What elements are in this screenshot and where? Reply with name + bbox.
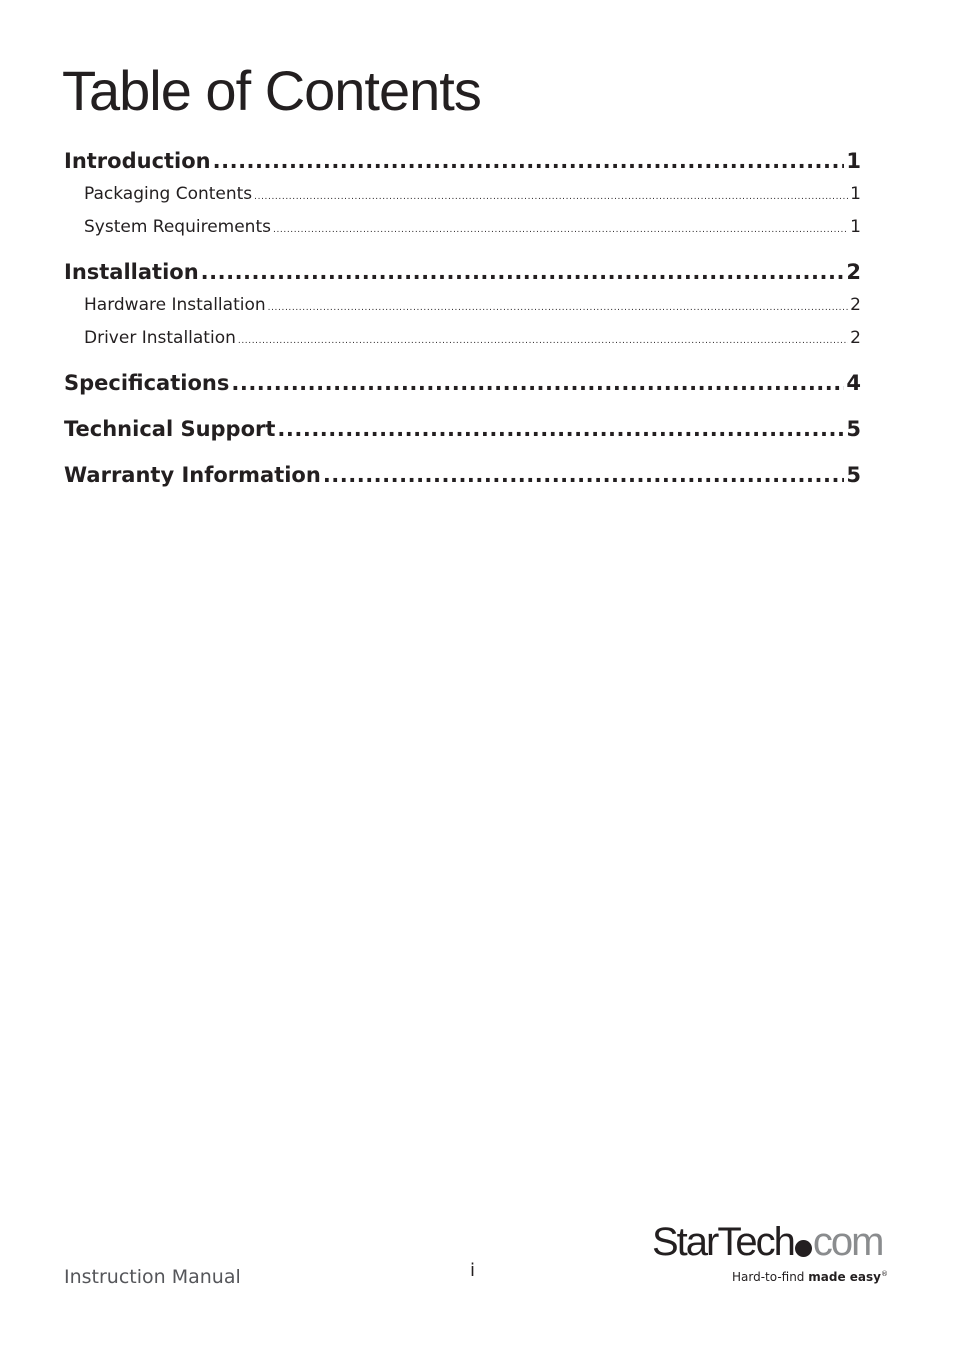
dot-leader	[231, 366, 844, 400]
footer-label: Instruction Manual	[64, 1266, 241, 1288]
toc-entry-label: System Requirements	[84, 217, 271, 237]
toc-entry-label: Warranty Information	[64, 463, 321, 487]
toc-entry-page: 2	[850, 295, 861, 315]
registered-mark: ®	[880, 1270, 888, 1278]
toc-entry-driver-installation[interactable]	[64, 322, 861, 355]
toc-entry-label: Driver Installation	[84, 328, 236, 348]
logo-tagline	[732, 1270, 888, 1284]
toc-entry-warranty-information[interactable]	[64, 458, 861, 492]
logo-brand-main: StarTech	[652, 1220, 794, 1264]
toc-entry-label: Hardware Installation	[84, 295, 266, 315]
logo-tagline-bold: made easy	[808, 1270, 881, 1284]
toc-entry-page: 4	[846, 371, 861, 395]
page-title: Table of Contents	[62, 59, 481, 122]
toc-entry-technical-support[interactable]	[64, 412, 861, 446]
toc-entry-page: 1	[850, 217, 861, 237]
toc-entry-packaging-contents[interactable]	[64, 178, 861, 211]
toc-entry-page: 5	[846, 417, 861, 441]
dot-leader	[268, 292, 849, 325]
startech-logo	[652, 1218, 892, 1290]
logo-brand-tld: com	[812, 1220, 883, 1264]
toc-entry-label: Installation	[64, 260, 199, 284]
toc-entry-specifications[interactable]	[64, 366, 861, 400]
toc-entry-installation[interactable]	[64, 255, 861, 289]
dot-leader	[238, 325, 848, 358]
logo-wordmark	[652, 1218, 882, 1266]
dot-leader	[201, 255, 845, 289]
dot-leader	[254, 181, 848, 214]
logo-dot-icon	[795, 1240, 812, 1257]
toc-entry-label: Specifications	[64, 371, 230, 395]
toc-entry-page: 5	[846, 463, 861, 487]
toc-entry-hardware-installation[interactable]	[64, 289, 861, 322]
toc-entry-page: 2	[850, 328, 861, 348]
dot-leader	[213, 144, 845, 178]
toc-entry-label: Introduction	[64, 149, 211, 173]
toc-entry-system-requirements[interactable]	[64, 211, 861, 244]
dot-leader	[323, 458, 845, 492]
toc-entry-page: 1	[850, 184, 861, 204]
toc-entry-introduction[interactable]	[64, 144, 861, 178]
dot-leader	[273, 214, 848, 247]
toc-entry-label: Packaging Contents	[84, 184, 253, 204]
toc-entry-label: Technical Support	[64, 417, 276, 441]
toc-entry-page: 1	[846, 149, 861, 173]
dot-leader	[277, 412, 844, 446]
toc-entry-page: 2	[846, 260, 861, 284]
logo-tagline-regular: Hard-to-find	[732, 1270, 809, 1284]
table-of-contents	[64, 144, 861, 492]
footer-page-number: i	[470, 1260, 476, 1281]
